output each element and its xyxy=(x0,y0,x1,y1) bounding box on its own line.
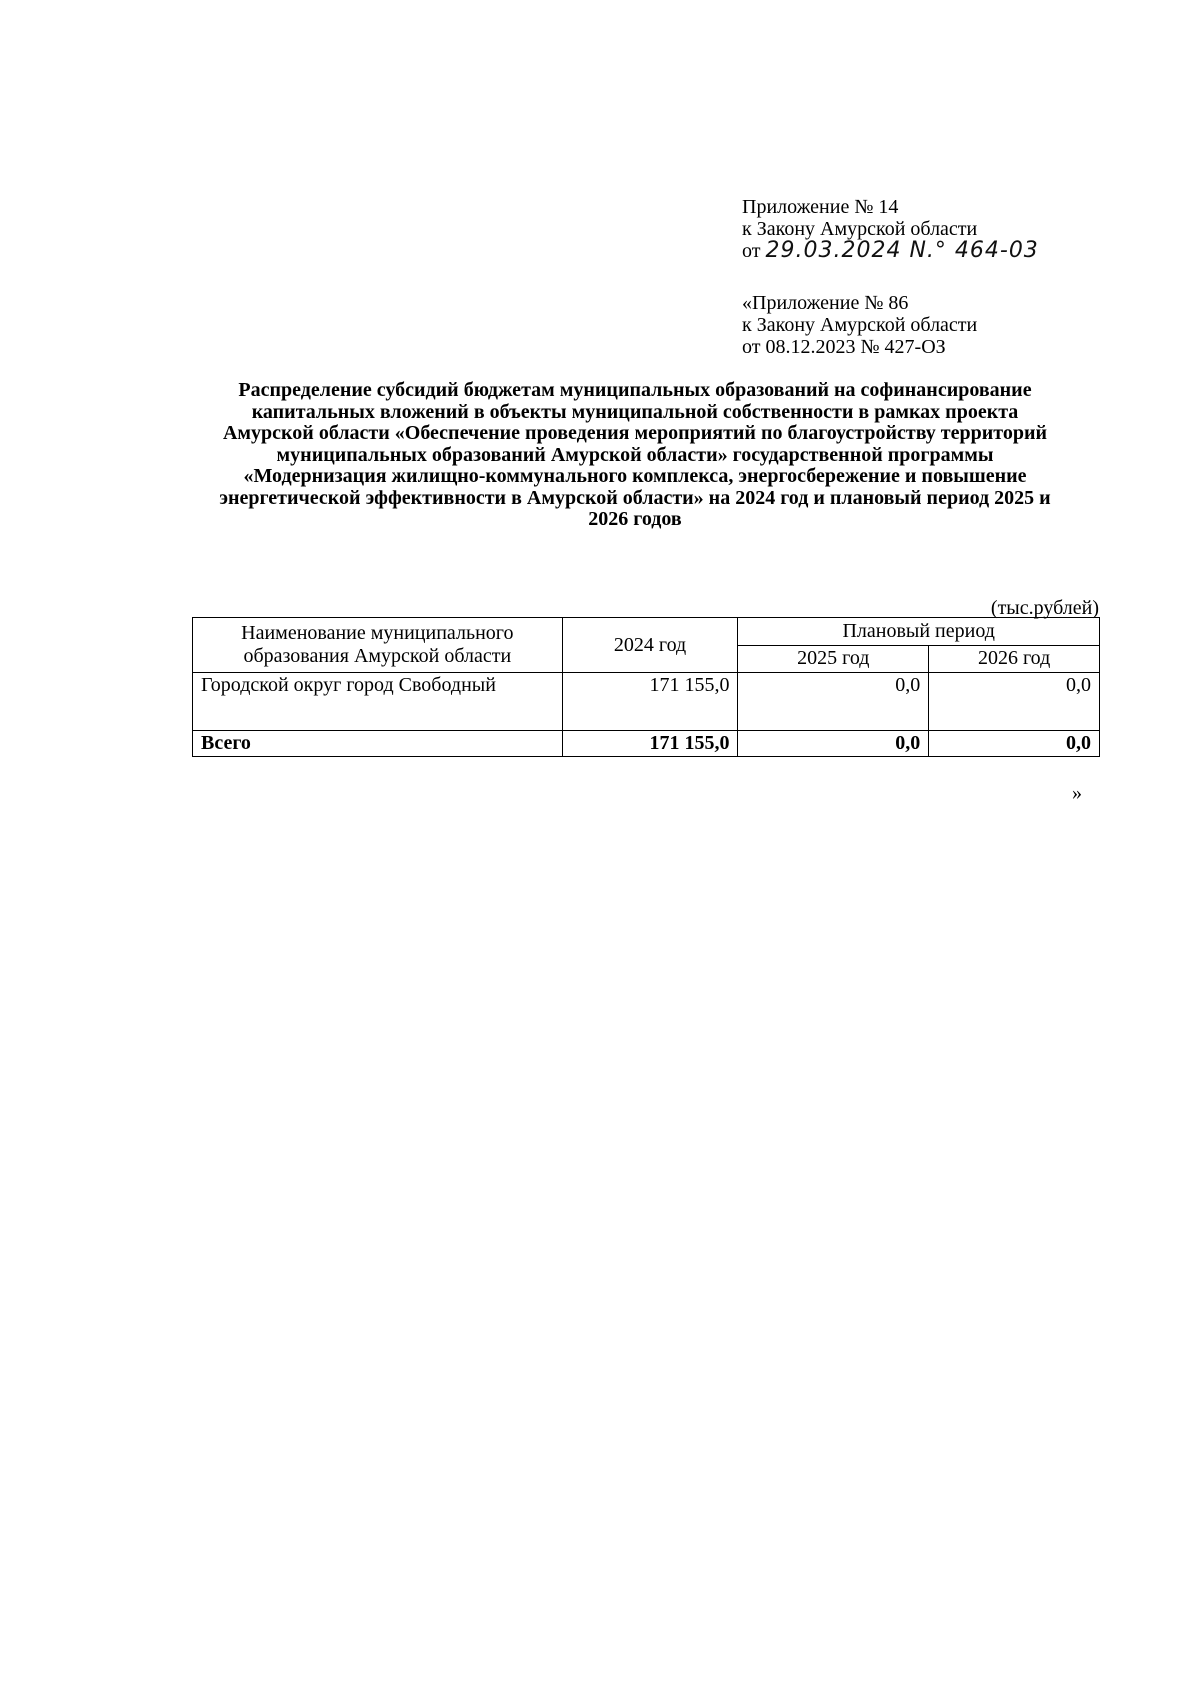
appendix-date-prefix: от xyxy=(742,240,761,262)
appendix-reference xyxy=(742,196,1039,262)
row-2024-value: 171 155,0 xyxy=(562,673,738,731)
header-2024: 2024 год xyxy=(562,618,738,673)
handwritten-date-number: 29.03.2024 N.° 464-03 xyxy=(765,238,1039,263)
appendix-date-line xyxy=(742,240,1039,262)
prior-appendix-date: от 08.12.2023 № 427-ОЗ xyxy=(742,336,946,358)
header-planning-period: Плановый период xyxy=(738,618,1100,646)
header-2025: 2025 год xyxy=(738,645,929,673)
appendix-law: к Закону Амурской области xyxy=(742,218,978,240)
row-2026-value: 0,0 xyxy=(929,673,1100,731)
table-row xyxy=(193,673,1100,731)
total-row xyxy=(193,731,1100,757)
closing-quote: » xyxy=(1072,782,1082,804)
total-label: Всего xyxy=(193,731,563,757)
header-2026: 2026 год xyxy=(929,645,1100,673)
total-2025-value: 0,0 xyxy=(738,731,929,757)
header-municipality: Наименование муниципального образования Амурской области xyxy=(193,618,563,673)
prior-appendix-reference xyxy=(742,292,977,358)
prior-appendix-number: «Приложение № 86 xyxy=(742,292,909,314)
row-municipality: Городской округ город Свободный xyxy=(193,673,563,731)
units-label: (тыс.рублей) xyxy=(990,597,1099,619)
document-title: Распределение субсидий бюджетам муниципальных образований на софинансирование капитальных вложений в объекты муниципальной собственности в рамках проекта Амурской области «Обеспечение проведения мероприятий по благоустройству территорий муниципальных образований Амурской области» государственной программы «Модернизация жилищно-коммунального комплекса, энергосбережение и повышение энергетической эффективности в Амурской области» на 2024 год и плановый период 2025 и 2026 годов xyxy=(219,379,1051,530)
appendix-number: Приложение № 14 xyxy=(742,196,899,218)
prior-appendix-law: к Закону Амурской области xyxy=(742,314,978,336)
total-2026-value: 0,0 xyxy=(929,731,1100,757)
total-2024-value: 171 155,0 xyxy=(562,731,738,757)
subsidy-table xyxy=(192,617,1100,757)
row-2025-value: 0,0 xyxy=(738,673,929,731)
